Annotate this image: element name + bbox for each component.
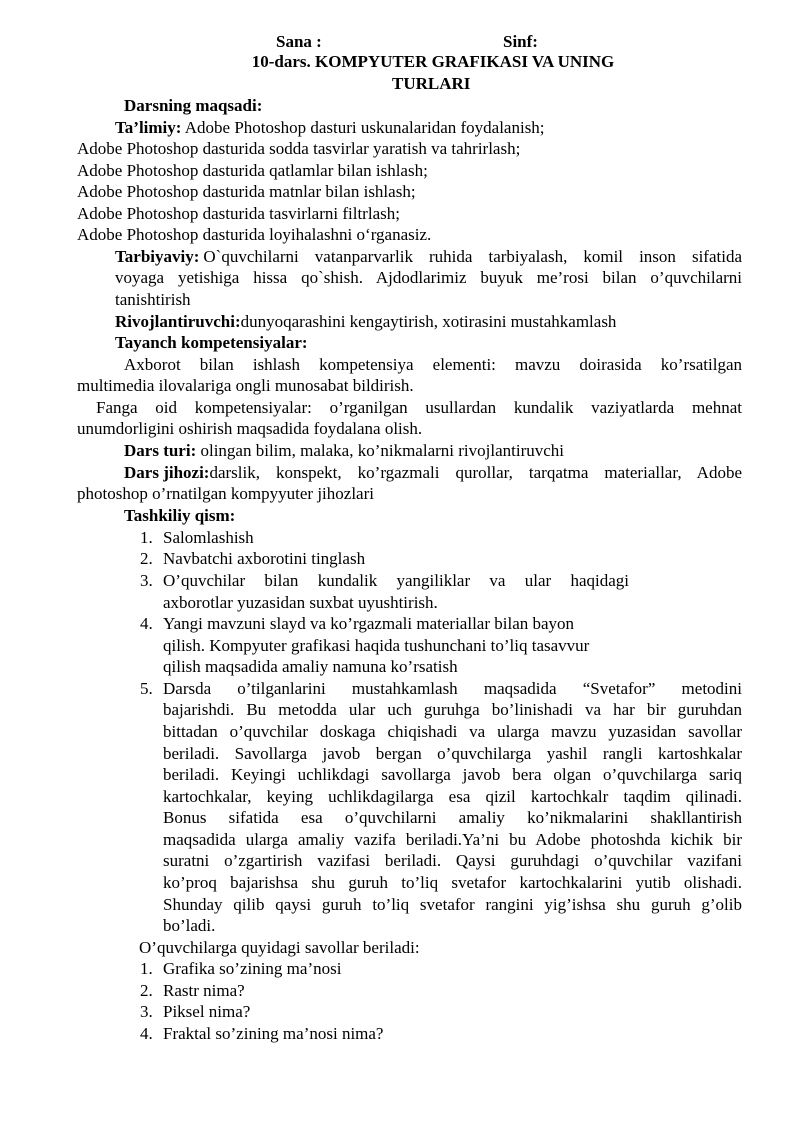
list-item-continuation: Bonus sifatida esa o’quvchilarni amaliy ko’nikmalarini shakllantirish	[163, 808, 742, 827]
question-number: 1.	[140, 959, 153, 978]
dars-jihozi-text-1: darslik, konspekt, ko’rgazmali qurollar, tarqatma materiallar, Adobe	[209, 463, 742, 482]
tarbiyaviy-line-1	[115, 246, 742, 268]
rivojlantiruvchi-label: Rivojlantiruvchi:	[115, 312, 241, 331]
question-item: Grafika so’zining ma’nosi	[163, 959, 342, 978]
question-item: Fraktal so’zining ma’nosi nima?	[163, 1024, 384, 1043]
list-item-continuation: bo’ladi.	[163, 916, 216, 935]
tarbiyaviy-text-1: O`quvchilarni vatanparvarlik ruhida tarbiyalash, komil inson sifatida	[203, 247, 742, 266]
talimiy-item: Adobe Photoshop dasturida loyihalashni o‘rganasiz.	[77, 225, 432, 244]
competencies-heading: Tayanch kompetensiyalar:	[115, 333, 308, 352]
list-item-continuation: beriladi. Savollarga javob bergan o’quvchilarga yashil rangli kartoshkalar	[163, 744, 742, 763]
sana-label: Sana :	[276, 32, 322, 51]
tarbiyaviy-line-2: voyaga yetishiga hissa qo`shish. Ajdodlarimiz buyuk me’rosi bilan o’quvchilarni	[115, 268, 742, 287]
list-item: Navbatchi axborotini tinglash	[163, 549, 366, 568]
list-item-continuation: kartochkalar, keying uchlikdagilarga esa qizil kartochkalr taqdim qilinadi.	[163, 787, 742, 806]
list-item-continuation: beriladi. Keyingi uchlikdagi savollarga javob bera olgan o’quvchilarga sariq	[163, 765, 742, 784]
list-number: 1.	[140, 528, 153, 547]
rivojlantiruvchi-text: dunyoqarashini kengaytirish, xotirasini mustahkamlash	[240, 312, 617, 331]
list-number: 2.	[140, 549, 153, 568]
list-item-continuation: bajarishdi. Bu metodda ular uch guruhga bo’linishadi va har bir guruhdan	[163, 700, 742, 719]
list-number: 3.	[140, 571, 153, 590]
fanga-line-2: unumdorligini oshirish maqsadida foydalana olish.	[77, 419, 423, 438]
talimiy-item: Adobe Photoshop dasturida matnlar bilan ishlash;	[77, 182, 416, 201]
dars-turi-label: Dars turi:	[124, 441, 197, 460]
question-number: 4.	[140, 1024, 153, 1043]
lesson-title-line-2: TURLARI	[392, 74, 471, 93]
questions-intro: O’quvchilarga quyidagi savollar beriladi:	[139, 938, 420, 957]
list-item-continuation: maqsadida ularga amaliy vazifa beriladi.Ya’ni bu Adobe photoshda kichik bir	[163, 830, 742, 849]
sinf-label: Sinf:	[503, 32, 538, 51]
dars-jihozi-label: Dars jihozi:	[124, 463, 210, 482]
axborot-line-1: Axborot bilan ishlash kompetensiya elementi: mavzu doirasida ko’rsatilgan	[124, 355, 742, 374]
question-number: 2.	[140, 981, 153, 1000]
tarbiyaviy-line-3: tanishtirish	[115, 290, 191, 309]
dars-turi-text: olingan bilim, malaka, ko’nikmalarni rivojlantiruvchi	[196, 441, 565, 460]
list-item-continuation: axborotlar yuzasidan suxbat uyushtirish.	[163, 593, 438, 612]
dars-jihozi-line-1	[124, 462, 742, 484]
talimiy-line	[115, 117, 545, 139]
dars-jihozi-line-2: photoshop o’rnatilgan kompyyuter jihozlari	[77, 484, 374, 503]
list-item-continuation: qilish maqsadida amaliy namuna ko’rsatish	[163, 657, 458, 676]
talimiy-item: Adobe Photoshop dasturida sodda tasvirlar yaratish va tahrirlash;	[77, 139, 521, 158]
list-item-continuation: suratni o’zgartirish vazifasi beriladi. Qaysi guruhdagi o’quvchilar vazifani	[163, 851, 742, 870]
question-item: Piksel nima?	[163, 1002, 251, 1021]
tashkiliy-heading: Tashkiliy qism:	[124, 506, 236, 525]
talimiy-text: Adobe Photoshop dasturi uskunalaridan foydalanish;	[181, 118, 545, 137]
goals-heading: Darsning maqsadi:	[124, 96, 263, 115]
list-item-continuation: bittadan o’quvchilar doskaga chiqishadi va ularga mavzu yuzasidan savollar	[163, 722, 742, 741]
list-item: Darsda o’tilganlarini mustahkamlash maqsadida “Svetafor” metodini	[163, 679, 742, 698]
tarbiyaviy-label: Tarbiyaviy:	[115, 247, 200, 266]
talimiy-item: Adobe Photoshop dasturida tasvirlarni filtrlash;	[77, 204, 400, 223]
fanga-line-1: Fanga oid kompetensiyalar: o’rganilgan usullardan kundalik vaziyatlarda mehnat	[96, 398, 742, 417]
axborot-line-2: multimedia ilovalariga ongli munosabat bildirish.	[77, 376, 414, 395]
list-number: 4.	[140, 614, 153, 633]
list-item-continuation: Shunday qilib qaysi guruh to’liq svetafor rangini yig’ishsa shu guruh g’olib	[163, 895, 742, 914]
list-number: 5.	[140, 679, 153, 698]
list-item: Yangi mavzuni slayd va ko’rgazmali materiallar bilan bayon	[163, 614, 575, 633]
dars-turi-line	[124, 440, 564, 462]
talimiy-label: Ta’limiy:	[115, 118, 182, 137]
lesson-title-line-1: 10-dars. KOMPYUTER GRAFIKASI VA UNING	[251, 52, 615, 71]
list-item-continuation: ko’proq bajarishsa shu guruh to’liq svetafor kartochkalarini yutib olishadi.	[163, 873, 742, 892]
question-item: Rastr nima?	[163, 981, 245, 1000]
list-item: O’quvchilar bilan kundalik yangiliklar va ular haqidagi	[163, 571, 629, 590]
question-number: 3.	[140, 1002, 153, 1021]
list-item: Salomlashish	[163, 528, 254, 547]
rivojlantiruvchi-line	[115, 311, 616, 333]
talimiy-item: Adobe Photoshop dasturida qatlamlar bilan ishlash;	[77, 161, 428, 180]
list-item-continuation: qilish. Kompyuter grafikasi haqida tushunchani to’liq tasavvur	[163, 636, 590, 655]
